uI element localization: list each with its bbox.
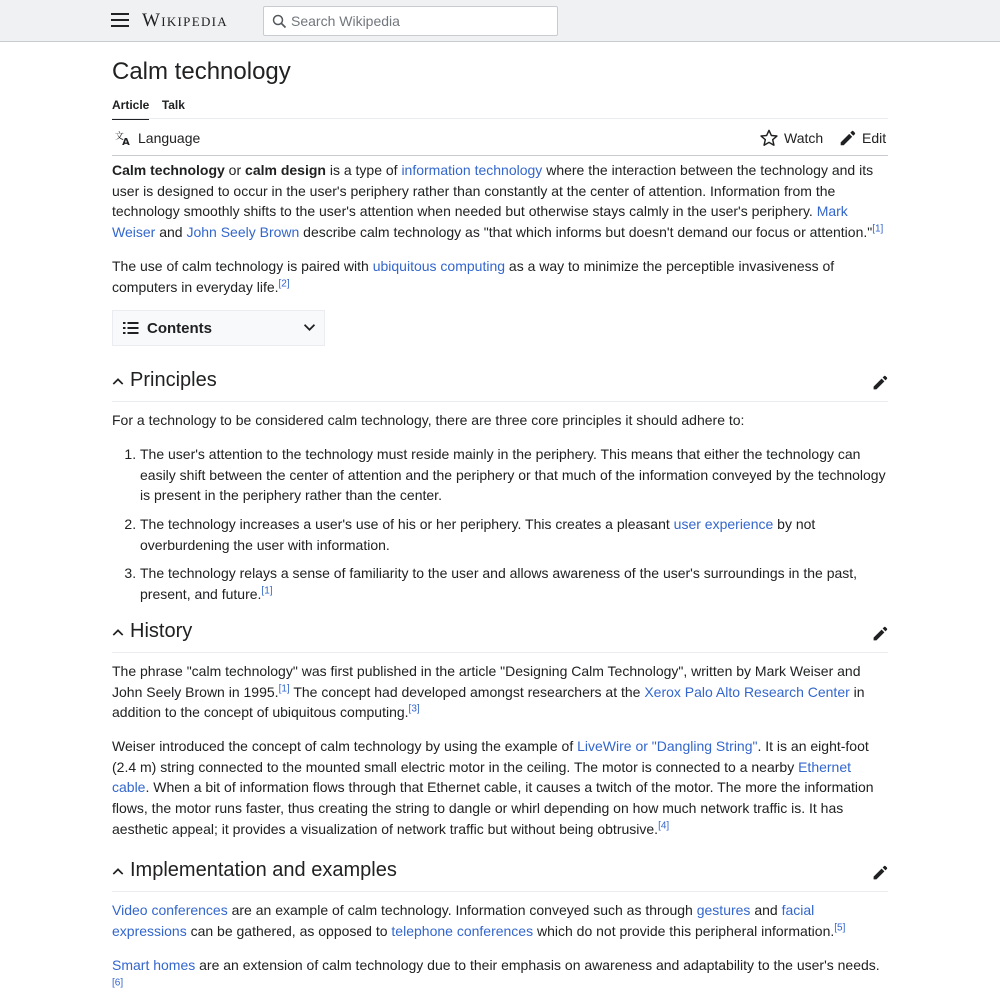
- edit-button[interactable]: [839, 128, 886, 148]
- hamburger-menu-icon[interactable]: [111, 13, 129, 29]
- edit-section-icon[interactable]: [872, 375, 888, 391]
- text-span: is a type of: [325, 162, 402, 178]
- list-item: [140, 563, 888, 604]
- link-ubiquitous-computing[interactable]: ubiquitous computing: [372, 257, 506, 274]
- link-facial-expressions[interactable]: facial expressions: [112, 902, 815, 940]
- tab-talk[interactable]: Talk: [161, 98, 185, 112]
- text-span: as a way to minimize the perceptible invasiveness of computers in everyday life.: [112, 257, 835, 295]
- reference-link[interactable]: [4]: [658, 820, 670, 832]
- section-heading-principles: [112, 362, 888, 402]
- text-span: The technology increases a user's use of his or her periphery. This creates a pleasant: [140, 516, 674, 533]
- link-user-experience[interactable]: user experience: [673, 516, 774, 533]
- history-paragraph-1: [112, 661, 888, 723]
- reference-link[interactable]: [3]: [408, 703, 420, 715]
- history-paragraph-2: [112, 736, 888, 840]
- reference-link[interactable]: [1]: [261, 585, 273, 597]
- watch-label: Watch: [784, 130, 824, 146]
- text-span: in addition to the concept of ubiquitous computing.: [112, 683, 865, 721]
- link-information-technology[interactable]: information technology: [401, 162, 543, 178]
- namespace-tabs: [112, 96, 193, 119]
- tabs-divider: [112, 118, 888, 119]
- text-span: The concept had developed amongst researchers at the: [289, 683, 645, 700]
- list-item: [140, 514, 888, 555]
- text-span: can be gathered, as opposed to: [186, 923, 392, 940]
- text-span: . It is an eight-foot (2.4 m) string connected to the mounted small electric motor in the ceiling. The motor is connected to a nearby: [112, 737, 869, 775]
- language-label: Language: [138, 130, 201, 146]
- page-toolbar: [112, 124, 888, 156]
- text-span: are an example of calm technology. Information conveyed such as through: [227, 902, 697, 919]
- text-span: where the interaction between the technology and its user is designed to occur in the user's periphery rather than constantly at the center of attention. Information from the technology smoothly shifts to the user's attention when needed but otherwise stays calmly in the user's periphery.: [112, 162, 874, 220]
- principles-list: [112, 444, 888, 605]
- text-span: or: [224, 162, 246, 178]
- section-title: History: [130, 619, 193, 642]
- text-span: describe calm technology as "that which informs but doesn't demand our focus or attention.": [299, 224, 873, 241]
- reference-link[interactable]: [2]: [278, 277, 290, 289]
- text-span: which do not provide this peripheral information.: [533, 923, 835, 940]
- text-span: and: [155, 224, 187, 241]
- language-button[interactable]: [114, 128, 200, 148]
- text-span: The phrase "calm technology" was first published in the article "Designing Calm Technology", written by Mark Weiser and John Seely Brown in 1995.: [112, 662, 861, 700]
- wikipedia-wordmark[interactable]: Wikipedia: [142, 10, 228, 31]
- link-gestures[interactable]: gestures: [696, 902, 751, 919]
- link-john-seely-brown[interactable]: John Seely Brown: [186, 224, 300, 241]
- text-span: The technology relays a sense of familiarity to the user and allows awareness of the user's surroundings in the past, present, and future.: [140, 565, 858, 603]
- text-span: The user's attention to the technology must reside mainly in the periphery. This means that either the technology can easily shift between the center of attention and the periphery or that much of the information conveyed by the technology is present in the periphery rather than the center.: [140, 445, 886, 504]
- principles-lead: For a technology to be considered calm technology, there are three core principles it should adhere to:: [112, 412, 745, 429]
- svg-text:A: A: [122, 137, 130, 147]
- search-box[interactable]: [263, 6, 558, 36]
- search-icon: [272, 14, 287, 29]
- bold-term: Calm technology: [112, 162, 225, 178]
- chevron-up-icon[interactable]: [112, 377, 124, 386]
- reference-link[interactable]: [1]: [872, 223, 884, 235]
- section-heading-history: [112, 613, 888, 653]
- implementation-paragraph-1: [112, 900, 888, 941]
- link-mark-weiser[interactable]: Mark Weiser: [112, 203, 848, 241]
- language-icon: [114, 129, 132, 147]
- text-span: and: [750, 902, 782, 919]
- list-item: [140, 444, 888, 506]
- page-title: Calm technology: [112, 58, 291, 85]
- watch-button[interactable]: [760, 128, 823, 148]
- header-bar: [0, 0, 1000, 42]
- text-span: Weiser introduced the concept of calm technology by using the example of: [112, 737, 578, 754]
- svg-text:文: 文: [114, 131, 124, 142]
- chevron-up-icon[interactable]: [112, 867, 124, 876]
- text-span: The use of calm technology is paired with: [112, 257, 373, 274]
- list-icon: [123, 321, 139, 335]
- link-livewire[interactable]: LiveWire or "Dangling String": [577, 737, 758, 754]
- text-span: . When a bit of information flows through that Ethernet cable, it causes a twitch of the motor. The more the information flows, the motor runs faster, thus creating the string to dangle or whirl depending on how much network traffic is. It has aesthetic appeal; it provides a visualization of network traffic but without being obtrusive.: [112, 779, 874, 837]
- article-body: [112, 160, 888, 1000]
- intro-paragraph-1: [112, 160, 888, 243]
- link-ethernet-cable[interactable]: Ethernet cable: [112, 758, 852, 796]
- link-video-conferences[interactable]: Video conferences: [112, 902, 228, 919]
- edit-section-icon[interactable]: [872, 865, 888, 881]
- implementation-paragraph-2: [112, 955, 888, 996]
- link-xerox-parc[interactable]: Xerox Palo Alto Research Center: [644, 683, 850, 700]
- intro-paragraph-2: [112, 256, 888, 297]
- pencil-icon: [839, 130, 856, 147]
- link-smart-homes[interactable]: Smart homes: [112, 956, 196, 973]
- contents-toggle[interactable]: [112, 310, 325, 346]
- tab-article[interactable]: Article: [112, 98, 149, 120]
- reference-link[interactable]: [1]: [278, 682, 290, 694]
- edit-label: Edit: [862, 130, 887, 146]
- contents-label: Contents: [147, 320, 212, 338]
- text-span: by not overburdening the user with information.: [140, 516, 816, 553]
- text-span: are an extension of calm technology due to their emphasis on awareness and adaptability to the user's needs.: [195, 956, 880, 973]
- section-heading-implementation: [112, 852, 888, 892]
- chevron-down-icon: [303, 323, 316, 332]
- star-icon: [760, 129, 778, 147]
- edit-section-icon[interactable]: [872, 626, 888, 642]
- reference-link[interactable]: [6]: [112, 976, 124, 988]
- chevron-up-icon[interactable]: [112, 628, 124, 637]
- section-title: Principles: [130, 369, 217, 392]
- bold-term: calm design: [245, 162, 326, 178]
- section-title: Implementation and examples: [130, 859, 397, 882]
- link-telephone-conferences[interactable]: telephone conferences: [391, 923, 534, 940]
- reference-link[interactable]: [5]: [834, 922, 846, 934]
- search-input[interactable]: [291, 11, 551, 31]
